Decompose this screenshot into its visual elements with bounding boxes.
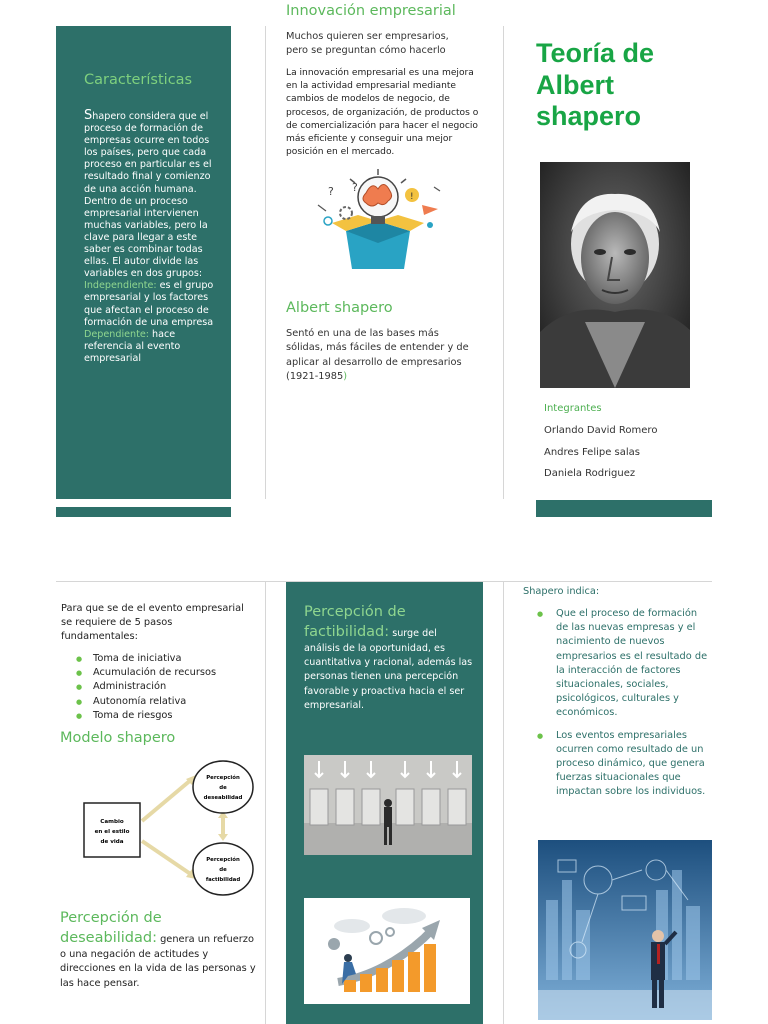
- diagram-box-line: en el estilo: [94, 829, 130, 835]
- factibilidad-text: surge del análisis de la oportunidad, es cuantitativa y racional, además las personas tienen una percepción favorable y proactiva hacia el ser empresarial.: [304, 628, 473, 711]
- drop-cap: S: [84, 108, 93, 123]
- diagram-oval-line: Percepción: [206, 857, 240, 863]
- list-item: ● Toma de riesgos: [76, 709, 216, 723]
- deseabilidad-text: genera un refuerzo o una negación de actitudes y direcciones en la vida de las personas y las hace pensar.: [60, 934, 256, 989]
- column-divider: [503, 26, 504, 499]
- member-name: Andres Felipe salas: [544, 447, 641, 458]
- independiente-text: es el grupo empresarial y los factores que afectan el proceso de formación de una empresa: [84, 280, 214, 328]
- independiente-label: Independiente:: [84, 280, 157, 292]
- column-divider: [503, 582, 504, 1024]
- diagram-box-line: Cambio: [100, 819, 124, 825]
- diagram-oval-line: Percepción: [206, 775, 240, 781]
- list-item: ● Acumulación de recursos: [76, 666, 216, 680]
- column-divider: [265, 26, 266, 499]
- caracteristicas-text: hapero considera que el proceso de formación de empresas ocurre en todos los países, pero que cada proceso en particular es el resultado final y comienzo de una acción humana. Dentro de un proceso empresarial intervienen muchas variables, pero la clave para llegar a este saber es combinar todas ellas. El autor divide las variables en dos grupos:: [84, 111, 212, 280]
- shapero-indica-heading: Shapero indica:: [523, 586, 600, 597]
- albert-shapero-portrait: [540, 162, 690, 388]
- factibilidad-heading: Percepción de factibilidad:: [304, 604, 406, 640]
- innovacion-intro: Muchos quieren ser empresarios, pero se preguntan cómo hacerlo: [286, 31, 449, 56]
- list-item: ● Los eventos empresariales ocurren como resultado de un proceso dinámico, que genera fuerzas situacionales que impactan sobre los individuos.: [537, 729, 712, 800]
- dependiente-label: Dependiente:: [84, 328, 149, 340]
- member-name: Orlando David Romero: [544, 425, 658, 436]
- factibilidad-panel: [286, 582, 483, 1024]
- svg-text:!: !: [410, 192, 414, 202]
- svg-text:?: ?: [328, 185, 334, 198]
- panel-footer-strip: [56, 507, 231, 517]
- albert-shapero-bio: [286, 327, 478, 385]
- list-item: ● Autonomía relativa: [76, 695, 216, 709]
- list-item: ● Toma de iniciativa: [76, 652, 216, 666]
- panel-footer-strip: [536, 500, 712, 517]
- innovacion-definition: La innovación empresarial es una mejora en la actividad empresarial mediante cambios de modelos de negocio, de procesos, de organización, de productos o de comercialización para hacer el negocio más eficiente y conseguir una mejor posición en el mercado.: [286, 68, 479, 158]
- growth-chart-illustration: [304, 898, 470, 1004]
- diagram-oval-line: de: [219, 785, 227, 791]
- modelo-shapero-heading: Modelo shapero: [60, 730, 176, 746]
- pasos-intro: Para que se de el evento empresarial se requiere de 5 pasos fundamentales:: [61, 603, 244, 643]
- integrantes-label: Integrantes: [544, 403, 602, 414]
- diagram-oval-line: deseabilidad: [203, 795, 243, 801]
- column-divider: [265, 582, 266, 1024]
- innovation-lightbulb-illustration: [288, 165, 468, 272]
- svg-text:?: ?: [352, 181, 358, 194]
- albert-years: 1921-1985: [289, 371, 344, 383]
- modelo-shapero-diagram: [60, 755, 260, 900]
- percepcion-factibilidad: [304, 602, 474, 713]
- list-item: ● Administración: [76, 680, 216, 694]
- caracteristicas-panel: [56, 26, 231, 499]
- technology-businessman-photo: [538, 840, 712, 1020]
- doors-choice-photo: [304, 755, 472, 855]
- deseabilidad-heading: Percepción de deseabilidad:: [60, 910, 162, 946]
- brochure-title: Teoría de Albert shapero: [536, 38, 655, 131]
- albert-bio-close: ): [343, 371, 348, 383]
- caracteristicas-body: [84, 110, 224, 365]
- diagram-oval-line: de: [219, 867, 227, 873]
- diagram-box-line: de vida: [100, 839, 124, 845]
- list-item: ● Que el proceso de formación de las nuevas empresas y el nacimiento de nuevos empresarios es el resultado de la interacción de factores situacionales, sociales, psicológicos, culturales y económicos.: [537, 607, 712, 721]
- percepcion-deseabilidad: [60, 908, 256, 991]
- innovacion-title: Innovación empresarial: [286, 3, 456, 19]
- member-name: Daniela Rodriguez: [544, 468, 636, 479]
- caracteristicas-title: Características: [84, 72, 193, 88]
- shapero-indica-list: [537, 607, 712, 808]
- dependiente-text: hace referencia al evento empresarial: [84, 328, 181, 364]
- albert-shapero-heading: Albert shapero: [286, 300, 393, 316]
- diagram-oval-line: factibilidad: [205, 877, 241, 883]
- pasos-list: [76, 652, 216, 723]
- albert-bio-text: Sentó en una de las bases más sólidas, más fáciles de entender y de aplicar al desarrollo de empresarios (: [286, 328, 469, 383]
